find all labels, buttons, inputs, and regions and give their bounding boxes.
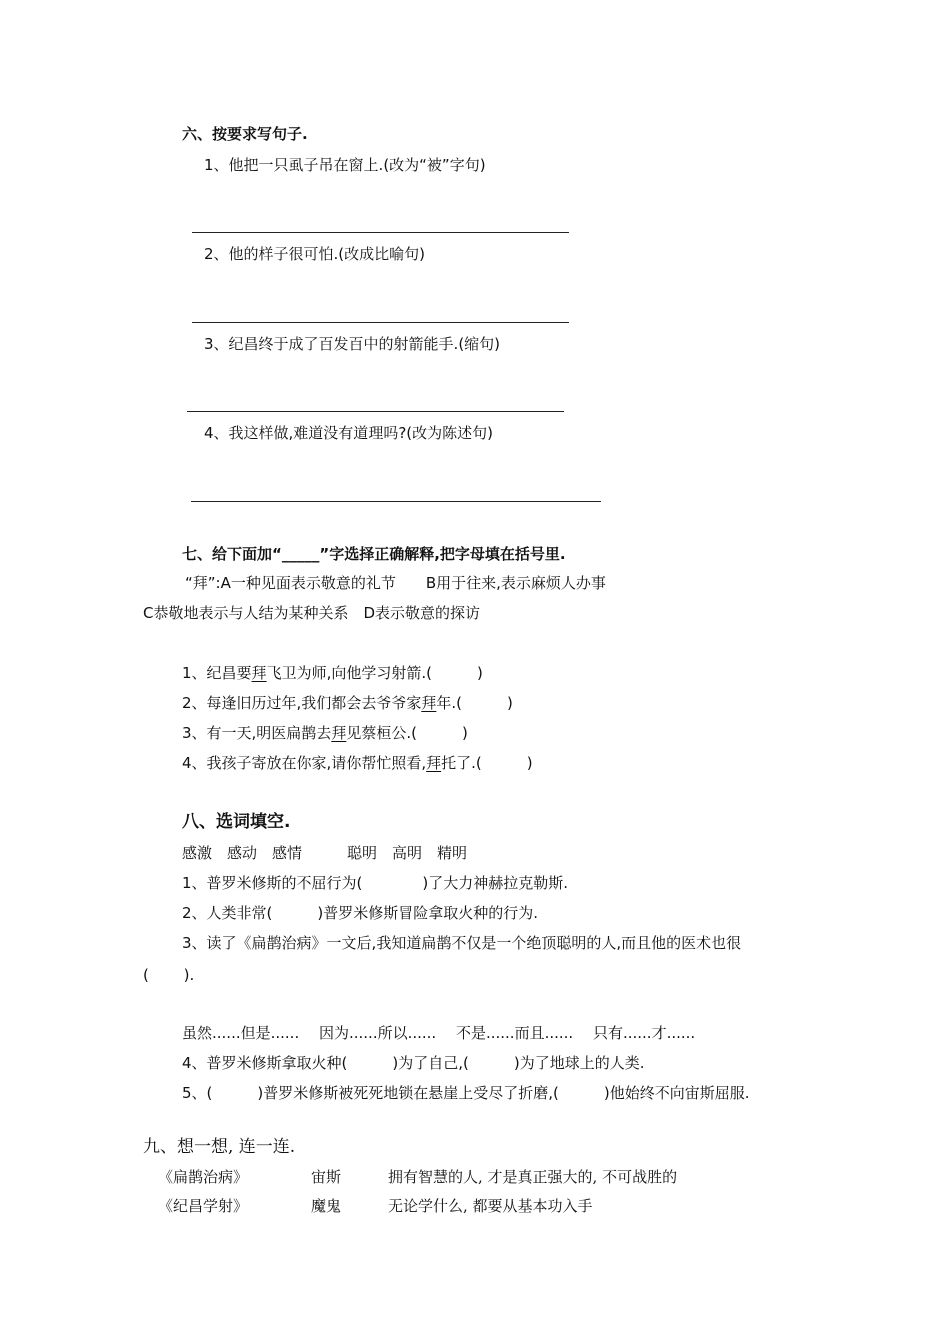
s6-answer-line-2 bbox=[192, 322, 569, 323]
s6-question-3: 3、纪昌终于成了百发百中的射箭能手.(缩句) bbox=[204, 335, 501, 353]
s8-conjunction-bank: 虽然......但是...... 因为......所以...... 不是......而且...... 只有......才...... bbox=[182, 1024, 696, 1042]
s9-row-1-col-c: 拥有智慧的人, 才是真正强大的, 不可战胜的 bbox=[388, 1168, 678, 1186]
section-9-title: 九、想一想, 连一连. bbox=[143, 1137, 296, 1157]
s6-question-2: 2、他的样子很可怕.(改成比喻句) bbox=[204, 245, 426, 263]
section-8-title: 八、选词填空. bbox=[182, 812, 291, 832]
s9-row-2-col-b: 魔鬼 bbox=[311, 1197, 342, 1215]
s7-item-1: 1、纪昌要拜飞卫为师,向他学习射箭.( ) bbox=[182, 664, 483, 682]
s6-answer-line-3 bbox=[187, 411, 564, 412]
s6-answer-line-1 bbox=[192, 232, 569, 233]
section-6-title: 六、按要求写句子. bbox=[182, 125, 308, 143]
s8-question-3-line-1: 3、读了《扁鹊治病》一文后,我知道扁鹊不仅是一个绝顶聪明的人,而且他的医术也很 bbox=[182, 934, 742, 952]
s8-question-1: 1、普罗米修斯的不屈行为( )了大力神赫拉克勒斯. bbox=[182, 874, 569, 892]
s7-item-2: 2、每逢旧历过年,我们都会去爷爷家拜年.( ) bbox=[182, 694, 513, 712]
s7-definitions-line-2: C恭敬地表示与人结为某种关系 D表示敬意的探访 bbox=[143, 604, 481, 622]
s6-question-4: 4、我这样做,难道没有道理吗?(改为陈述句) bbox=[204, 424, 493, 442]
s9-row-2-col-a: 《纪昌学射》 bbox=[158, 1197, 249, 1215]
s7-item-3: 3、有一天,明医扁鹊去拜见蔡桓公.( ) bbox=[182, 724, 468, 742]
s8-question-3-line-2: ( ). bbox=[143, 966, 195, 984]
s8-question-2: 2、人类非常( )普罗米修斯冒险拿取火种的行为. bbox=[182, 904, 539, 922]
s8-question-4: 4、普罗米修斯拿取火种( )为了自己,( )为了地球上的人类. bbox=[182, 1054, 645, 1072]
s9-row-1-col-b: 宙斯 bbox=[311, 1168, 342, 1186]
section-7-title: 七、给下面加“_____”字选择正确解释,把字母填在括号里. bbox=[182, 545, 566, 563]
s7-definitions-line-1: “拜”:A一种见面表示敬意的礼节 B用于往来,表示麻烦人办事 bbox=[185, 574, 606, 592]
s6-answer-line-4 bbox=[191, 501, 601, 502]
s9-row-2-col-c: 无论学什么, 都要从基本功入手 bbox=[388, 1197, 593, 1215]
s8-word-bank: 感激 感动 感情 聪明 高明 精明 bbox=[182, 844, 468, 862]
s8-question-5: 5、( )普罗米修斯被死死地锁在悬崖上受尽了折磨,( )他始终不向宙斯屈服. bbox=[182, 1084, 750, 1102]
s9-row-1-col-a: 《扁鹊治病》 bbox=[158, 1168, 249, 1186]
s7-item-4: 4、我孩子寄放在你家,请你帮忙照看,拜托了.( ) bbox=[182, 754, 533, 772]
s6-question-1: 1、他把一只虱子吊在窗上.(改为“被”字句) bbox=[204, 156, 486, 174]
